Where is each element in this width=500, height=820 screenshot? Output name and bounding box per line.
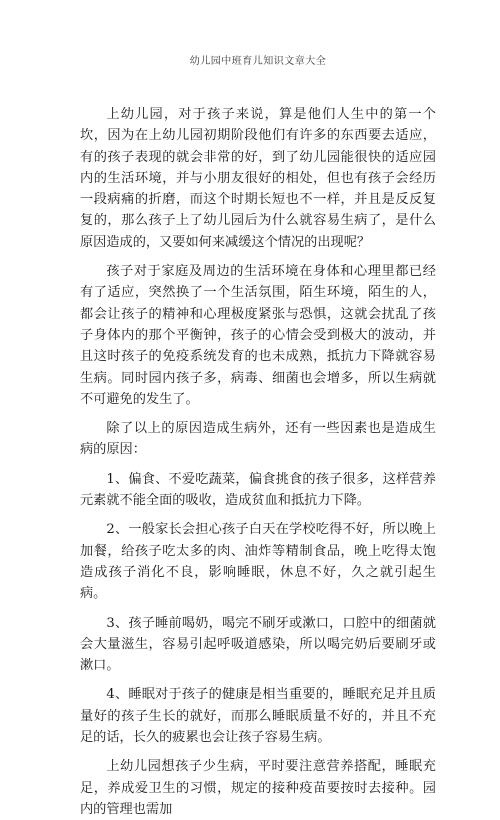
paragraph-7: 4、睡眠对于孩子的健康是相当重要的，睡眠充足并且质量好的孩子生长的就好，而那么睡眠质量不好的，并且不充足的话，长久的疲累也会让孩子容易生病。 — [80, 687, 436, 746]
document-body — [80, 104, 436, 820]
paragraph-4: 1、偏食、不爱吃蔬菜，偏食挑食的孩子很多，这样营养元素就不能全面的吸收，造成贫血和抵抗力下降。 — [80, 471, 436, 509]
paragraph-1: 上幼儿园，对于孩子来说，算是他们人生中的第一个坎，因为在上幼儿园初期阶段他们有许多的东西要去适应，有的孩子表现的就会非常的好，到了幼儿园能很快的适应园内的生活环境，并与小朋友很好的相处，但也有孩子会经历一段病痛的折磨，而这个时期长短也不一样，并且是反反复复的，那么孩子上了幼儿园后为什么就容易生病了，是什么原因造成的，又要如何来减缓这个情况的出现呢？ — [80, 107, 436, 250]
paragraph-8: 上幼儿园想孩子少生病，平时要注意营养搭配，睡眠充足，养成爱卫生的习惯，规定的接种疫苗要按时去接种。园内的管理也需加 — [80, 759, 436, 817]
paragraph-5: 2、一般家长会担心孩子白天在学校吃得不好，所以晚上加餐，给孩子吃太多的肉、油炸等精制食品，晚上吃得太饱造成孩子消化不良，影响睡眠，休息不好，久之就引起生病。 — [80, 522, 436, 602]
paragraph-3: 除了以上的原因造成生病外，还有一些因素也是造成生病的原因： — [80, 421, 436, 458]
document-header: 幼儿园中班育儿知识文章大全 — [189, 56, 327, 67]
paragraph-2: 孩子对于家庭及周边的生活环境在身体和心理里都已经有了适应，突然换了一个生活氛围，陌生环境，陌生的人，都会让孩子的精神和心理极度紧张与恐惧，这就会扰乱了孩子身体内的那个平衡钟，孩子的心情会受到极大的波动，并且这时孩子的免疫系统发育的也未成熟，抵抗力下降就容易生病。同时园内孩子多，病毒、细菌也会增多，所以生病就不可避免的发生了。 — [80, 264, 436, 407]
paragraph-6: 3、孩子睡前喝奶，喝完不刷牙或漱口，口腔中的细菌就会大量滋生，容易引起呼吸道感染，所以喝完奶后要刷牙或漱口。 — [80, 615, 436, 674]
